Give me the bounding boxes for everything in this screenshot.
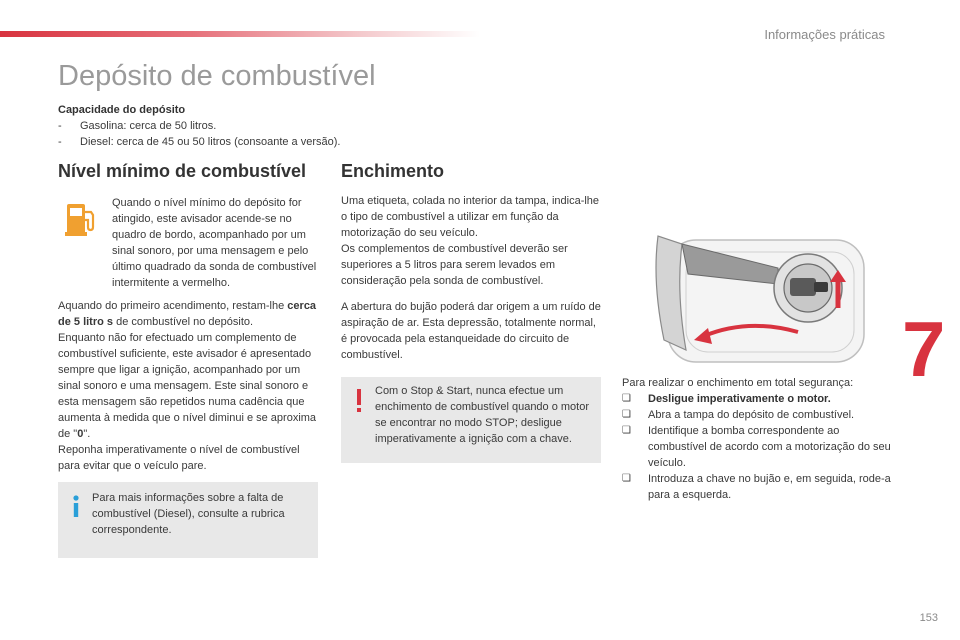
- checkbox-icon: ❏: [622, 409, 631, 420]
- info-icon: [66, 490, 86, 520]
- fuel-cap-illustration: [648, 222, 870, 368]
- low-fuel-warning-text: Quando o nível mínimo do depósito for atingido, este avisador acende-se no quadro de bordo, acompanhado por um sinal sonoro, por uma mensagem e pelo último quadrado da sonda de combustível intermitente a vermelho.: [112, 197, 317, 289]
- checkbox-icon: ❏: [622, 425, 631, 436]
- warning-box-stop-start: [341, 377, 601, 463]
- warning-box-text: Com o Stop & Start, nunca efectue um enchimento de combustível quando o motor se encontrar no modo STOP; desligue imperativamente a ignição com a chave.: [375, 385, 590, 445]
- header-accent-bar: [0, 31, 480, 37]
- filling-label-text: Uma etiqueta, colada no interior da tampa, indica-lhe o tipo de combustível a utilizar em função da motorização do seu veículo. Os complementos de combustível deverão ser superiores a 5 litros para serem levados em consideração pela sonda de combustível.: [341, 195, 600, 287]
- checkbox-icon: ❏: [622, 393, 631, 404]
- capacity-item-gasoline: - Gasolina: cerca de 50 litros.: [58, 120, 217, 132]
- capacity-item-diesel: - Diesel: cerca de 45 ou 50 litros (consoante a versão).: [58, 136, 341, 148]
- step-item: ❏ Introduza a chave no bujão e, em seguida, rode-a para a esquerda.: [622, 473, 891, 501]
- steps-intro: Para realizar o enchimento em total segurança:: [622, 377, 854, 389]
- checkbox-icon: ❏: [622, 473, 631, 484]
- info-box-text: Para mais informações sobre a falta de combustível (Diesel), consulte a rubrica correspondente.: [92, 492, 285, 536]
- page-number: 153: [919, 612, 938, 624]
- warning-exclamation-icon: [349, 385, 369, 415]
- chapter-number: 7: [902, 305, 946, 393]
- section-title: Informações práticas: [764, 27, 885, 42]
- low-fuel-refill-advice: Reponha imperativamente o nível de combustível para evitar que o veículo pare.: [58, 444, 300, 472]
- info-box-diesel: [58, 482, 318, 558]
- step-item: ❏ Desligue imperativamente o motor.: [622, 393, 831, 405]
- fuel-pump-icon: [58, 196, 102, 240]
- capacity-block: [58, 102, 518, 150]
- filling-heading: Enchimento: [341, 161, 445, 181]
- filling-steps: [622, 375, 892, 503]
- low-fuel-heading: Nível mínimo de combustível: [58, 161, 307, 181]
- low-fuel-repeat-warning: Enquanto não for efectuado um complemento de combustível suficiente, este avisador é apresentado sempre que ligar a ignição, acompanhado por um sinal sonoro e uma mensagem. Este sinal sonoro e esta mensagem são repetidos numa cadência que aumenta à medida que o nível diminui e se aproxima de "0".: [58, 332, 317, 440]
- step-item: ❏ Abra a tampa do depósito de combustível.: [622, 409, 855, 421]
- page-title: Depósito de combustível: [58, 60, 376, 92]
- capacity-heading: Capacidade do depósito: [58, 104, 186, 116]
- low-fuel-paragraph: [58, 298, 320, 474]
- step-item: ❏ Identifique a bomba correspondente ao combustível de acordo com a motorização do seu veículo.: [622, 425, 891, 469]
- filling-noise-text: A abertura do bujão poderá dar origem a um ruído de aspiração de ar. Esta depressão, totalmente normal, é provocada pela estanqueidade do circuito de combustível.: [341, 301, 601, 361]
- low-fuel-first-lighting: Aquando do primeiro acendimento, restam-lhe cerca de 5 litro s de combustível no depósito.: [58, 300, 317, 328]
